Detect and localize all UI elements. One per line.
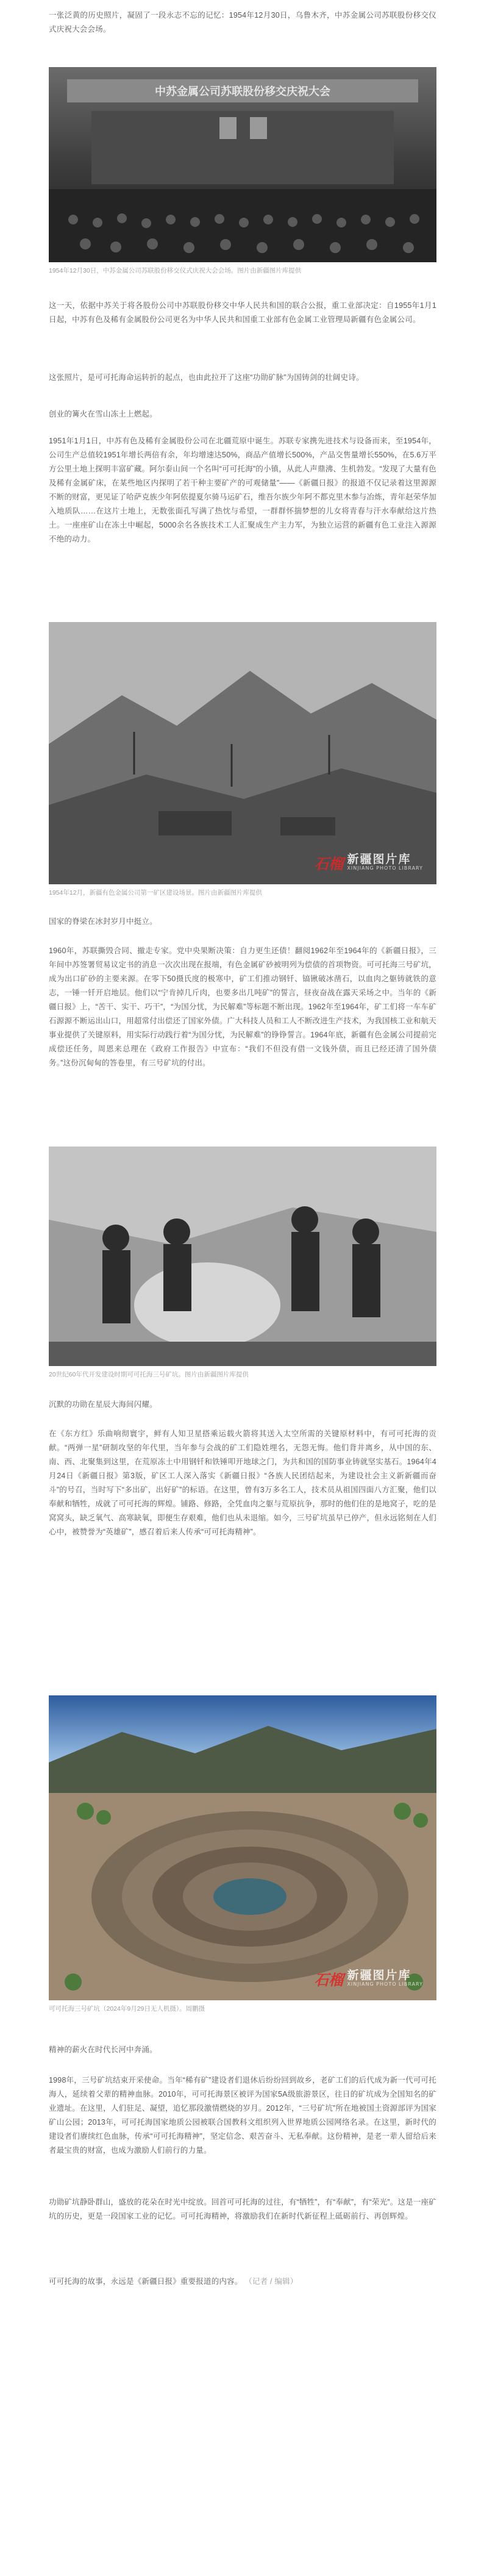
paragraph-8: [49, 1398, 436, 1412]
paragraph-4-text: 创业的篝火在雪山冻土上燃起。: [49, 410, 157, 418]
paragraph-5: [49, 434, 436, 546]
photo4-caption: 可可托海三号矿坑（2024年9月29日无人机摄）。周鹏摄: [49, 2005, 205, 2012]
paragraph-12: [49, 2195, 436, 2224]
paragraph-12-text: 功勋矿坑静卧群山，盛放的花朵在时光中绽放。回首可可托海的过往，有“牺牲”，有“奉献”，有“荣光”。这是一座矿坑的历史，更是一段国家工业的记忆。可可托海精神，将激励我们在新时代新征程上砥砺前行、再创辉煌。: [49, 2198, 436, 2220]
photo-pit-aerial: [49, 1695, 436, 2000]
watermark-subtitle: XINJIANG PHOTO LIBRARY: [347, 1981, 423, 1987]
paragraph-3-text: 这张照片，是可可托海命运转折的起点，也由此拉开了这座“功勋矿脉”为国铸剑的壮阔史诗。: [49, 373, 364, 382]
intro-text: 一张泛黄的历史照片，凝固了一段永志不忘的记忆：1954年12月30日，乌鲁木齐，中苏金属公司苏联股份移交仪式庆祝大会会场。: [49, 11, 436, 34]
watermark-subtitle: XINJIANG PHOTO LIBRARY: [347, 865, 423, 871]
ceremony-banner-text: 中苏金属公司苏联股份移交庆祝大会: [155, 85, 330, 98]
paragraph-7-text: 1960年，苏联撕毁合同、撤走专家。党中央果断决策：自力更生还债！翻阅1962年至1964年的《新疆日报》，三年间中苏签署贸易议定书的消息一次次出现在报端，有色金属矿砂被明列为偿债的首项物资。可可托海三号矿坑，成为出口矿砂的主要来源。在零下50摄氏度的极寒中，矿工们推动钢钎、镐锹破冰凿石，以血肉之躯铸就铁的意志，一锤一钎开启地层。他们以“宁肯掉几斤肉，也要多出几吨矿”的誓言，昼夜奋战在露天采场之中。当年的《新疆日报》上，“苦干、实干、巧干”，“为国分忧，为民解难”等标题不断出现。1962年至1964年，矿工们将一车车矿石源源不断运出山口，用超常付出偿还了国家外债。广大科技人员和工人不断改进生产技术，为我国核工业和航天事业提供了关键原料，用实际行动践行着“为国分忧，为民解难”的铮铮誓言。1964年底，新疆有色金属公司提前完成偿还任务，周恩来总理在《政府工作报告》中宣布：“我们不但没有借一文钱外债，而且已经还清了国外债务。”这份沉甸甸的答卷里，有三号矿坑的付出。: [49, 946, 436, 1067]
watermark: [314, 1968, 423, 1989]
paragraph-13: [49, 2275, 436, 2289]
paragraph-3: [49, 371, 436, 385]
watermark-logo-icon: 石榴: [314, 1971, 344, 1989]
paragraph-8-text: 沉默的功勋在星辰大海间闪耀。: [49, 1400, 157, 1409]
paragraph-9: [49, 1427, 436, 1539]
watermark-title: 新疆图片库: [347, 1969, 411, 1983]
editor-note: （记者 / 编辑）: [244, 2277, 298, 2286]
paragraph-4: [49, 407, 436, 421]
pit-aerial-photo-image: [49, 1695, 436, 2000]
paragraph-6: [49, 915, 436, 929]
paragraph-13-row: [49, 2275, 436, 2289]
paragraph-6-text: 国家的脊梁在冰封岁月中挺立。: [49, 917, 157, 926]
watermark: [314, 852, 423, 873]
intro-paragraph: [49, 9, 436, 37]
photo-mine-construction: [49, 622, 436, 884]
watermark-title: 新疆图片库: [347, 853, 411, 867]
paragraph-7: [49, 944, 436, 1070]
miners-photo-image: [49, 1147, 436, 1366]
paragraph-5-text: 1951年1月1日，中苏有色及稀有金属股份公司在北疆荒原中诞生。苏联专家携先进技术与设备而来，至1954年，公司生产总值较1951年增长两倍有余，年均增速达50%，商品产值增长500%，产品交售量增长550%，在5.6万平方公里土地上探明丰富矿藏。阿尔泰山间一个名叫“可可托海”的小镇，从此人声鼎沸、生机勃发。“发现了大量有色及稀有金属矿床，在某些地区内探明了若干种主要矿产的可观储量”——《新疆日报》的报道不仅记录着这里源源不断的财富，更见证了哈萨克族少年阿依提夏尔骑马运矿石，维吾尔族少年阿不都克里木参与冶炼，青年赵荣华加入地质队……在这片土地上，无数张面孔写满了热忱与希望，一群群怀揣梦想的儿女将青春与汗水奉献给这片热土。一座座矿山在冻土中崛起，5000余名各族技术工人汇聚成生产主力军，为独立运营的新疆有色工业注入源源不绝的动力。: [49, 437, 436, 543]
photo2-caption: 1954年12月，新疆有色金属公司第一矿区建设场景。图片由新疆图片库提供: [49, 889, 263, 896]
paragraph-11-text: 1998年，三号矿坑结束开采使命。当年“稀有矿”建设者们退休后纷纷回到故乡，老矿工们的后代成为新一代可可托海人，延续着父辈的精神血脉。2010年，可可托海景区被评为国家5A级旅游景区，往日的矿坑成为全国知名的矿业遗址。在这里，人们驻足、凝望，追忆那段激情燃烧的岁月。2012年，“三号矿坑”所在地被国土资源部评为国家矿山公园；2013年，可可托海国家地质公园被联合国教科文组织列入世界地质公园网络名录。在这里，新时代的建设者们赓续红色血脉，传承“可可托海精神”，坚定信念、艰苦奋斗、无私奉献。这份精神，是老一辈人留给后来者最宝贵的财富，也成为激励人们前行的力量。: [49, 2076, 436, 2155]
photo3-caption: 20世纪60年代开发建设时期可可托海三号矿坑。图片由新疆图片库提供: [49, 1371, 249, 1378]
paragraph-11: [49, 2073, 436, 2158]
ceremony-photo-image: [49, 67, 436, 262]
paragraph-2-text: 这一天，依据中苏关于将各股份公司中苏联股份移交中华人民共和国的联合公报，重工业部决定：自1955年1月1日起，中苏有色及稀有金属股份公司更名为中华人民共和国重工业部有色金属工业管理局新疆有色金属公司。: [49, 301, 436, 324]
watermark-logo-icon: 石榴: [314, 855, 344, 873]
paragraph-13-text: 可可托海的故事，永远是《新疆日报》重要报道的内容。: [49, 2277, 243, 2286]
paragraph-9-text: 在《东方红》乐曲响彻寰宇，鲜有人知卫星搭乘运载火箭将其送入太空所需的关键原材料中，有可可托海的贡献。“两弹一星”研制攻坚的年代里，当年参与会战的矿工们隐姓埋名，无怨无悔。他们背井离乡，从中国的东、南、西、北聚集到这里，在荒原冻土中用钢钎和铁锤叩开地球之门，为共和国的国防事业铸就坚实基石。1964年4月24日《新疆日报》第3版，矿区工人深入落实《新疆日报》“各族人民团结起来，为建设社会主义新新疆而奋斗”的号召，当时写下“多出矿，出好矿”的标语。在这里，曾有3万多名工人，技术员从祖国四面八方汇聚，他们以奉献和牺牲，成就了可可托海的辉煌。铺路、修路，全凭血肉之躯与荒原抗争，那时的他们住的是地窝子，吃的是窝窝头，缺乏氧气、高寒缺氧，即便生存艰难，他们也从未退缩。如今，三号矿坑虽早已停产，但永远铭刻在人们心中，被赞誉为“英雄矿”，感召着后来人传承“可可托海精神”。: [49, 1429, 436, 1536]
paragraph-10-text: 精神的薪火在时代长河中奔涌。: [49, 2045, 157, 2054]
photo1-caption: 1954年12月30日，中苏金属公司苏联股份移交仪式庆祝大会会场。图片由新疆图片库提供: [49, 267, 302, 274]
photo-miners: [49, 1147, 436, 1366]
paragraph-10: [49, 2043, 436, 2057]
photo-ceremony: [49, 67, 436, 262]
paragraph-2: [49, 299, 436, 327]
mine-construction-photo-image: [49, 622, 436, 884]
